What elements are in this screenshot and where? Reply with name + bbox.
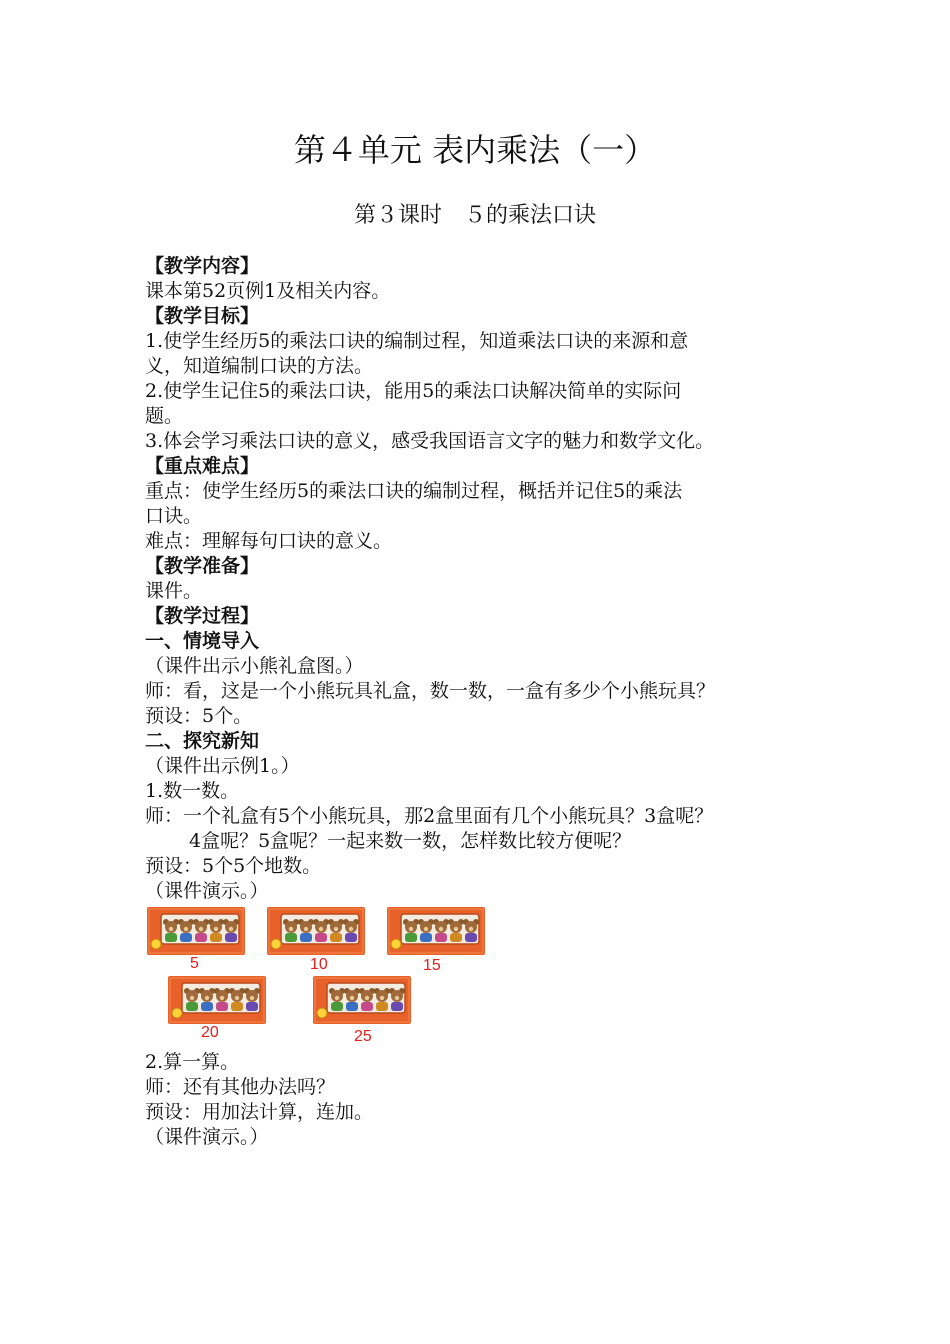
text-line: 3.体会学习乘法口诀的意义，感受我国语言文字的魅力和数学文化。: [145, 430, 715, 452]
gift-box-icon: [168, 976, 266, 1024]
text-line: 课件。: [145, 580, 203, 602]
lesson-title: 第３课时 ５的乘法口诀: [353, 203, 596, 228]
text-line: 预设：用加法计算，连加。: [145, 1101, 374, 1123]
text-line: 2.算一算。: [145, 1051, 240, 1073]
text-line: 义，知道编制口诀的方法。: [145, 355, 374, 377]
text-line: （课件出示例1。）: [145, 755, 300, 777]
bear-gift-box: [267, 907, 365, 955]
gift-box-icon: [387, 907, 485, 955]
text-line: 师：还有其他办法吗？: [145, 1076, 336, 1098]
unit-title: 第４单元 表内乘法（一）: [293, 131, 657, 169]
section-heading: 二、探究新知: [145, 730, 260, 752]
text-line: 难点：理解每句口诀的意义。: [145, 530, 393, 552]
count-label: 25: [354, 1028, 372, 1045]
text-line: 4盒呢？5盒呢？一起来数一数，怎样数比较方便呢？: [189, 830, 632, 852]
bear-gift-box: [168, 976, 266, 1024]
section-heading: 【教学过程】: [145, 605, 260, 627]
text-line: 师：一个礼盒有5个小熊玩具，那2盒里面有几个小熊玩具？3盒呢？: [145, 805, 714, 827]
text-line: （课件演示。）: [145, 880, 269, 902]
count-label: 20: [201, 1024, 219, 1041]
count-label: 15: [423, 957, 441, 974]
bear-gift-box: [313, 976, 411, 1024]
text-line: 题。: [145, 405, 184, 427]
text-line: 预设：5个5个地数。: [145, 855, 322, 877]
text-line: 口诀。: [145, 505, 203, 527]
text-line: 师：看，这是一个小熊玩具礼盒，数一数，一盒有多少个小熊玩具？: [145, 680, 716, 702]
text-line: 2.使学生记住5的乘法口诀，能用5的乘法口诀解决简单的实际问: [145, 380, 682, 402]
count-label: 5: [190, 955, 199, 972]
text-line: 重点：使学生经历5的乘法口诀的编制过程，概括并记住5的乘法: [145, 480, 683, 502]
bear-gift-box: [387, 907, 485, 955]
text-line: 课本第52页例1及相关内容。: [145, 280, 391, 302]
section-heading: 【教学目标】: [145, 305, 260, 327]
section-heading: 【教学内容】: [145, 255, 260, 277]
text-line: 预设：5个。: [145, 705, 253, 727]
lesson-body: [145, 254, 835, 904]
section-heading: 【重点难点】: [145, 455, 260, 477]
count-label: 10: [310, 956, 328, 973]
section-heading: 【教学准备】: [145, 555, 260, 577]
gift-box-icon: [313, 976, 411, 1024]
bear-gift-box: [147, 907, 245, 955]
text-line: （课件演示。）: [145, 1126, 269, 1148]
text-line: （课件出示小熊礼盒图。）: [145, 655, 364, 677]
lesson-body-continued: [145, 1050, 835, 1150]
gift-box-icon: [267, 907, 365, 955]
text-line: 1.使学生经历5的乘法口诀的编制过程，知道乘法口诀的来源和意: [145, 330, 689, 352]
section-heading: 一、情境导入: [145, 630, 260, 652]
text-line: 1.数一数。: [145, 780, 240, 802]
gift-box-icon: [147, 907, 245, 955]
